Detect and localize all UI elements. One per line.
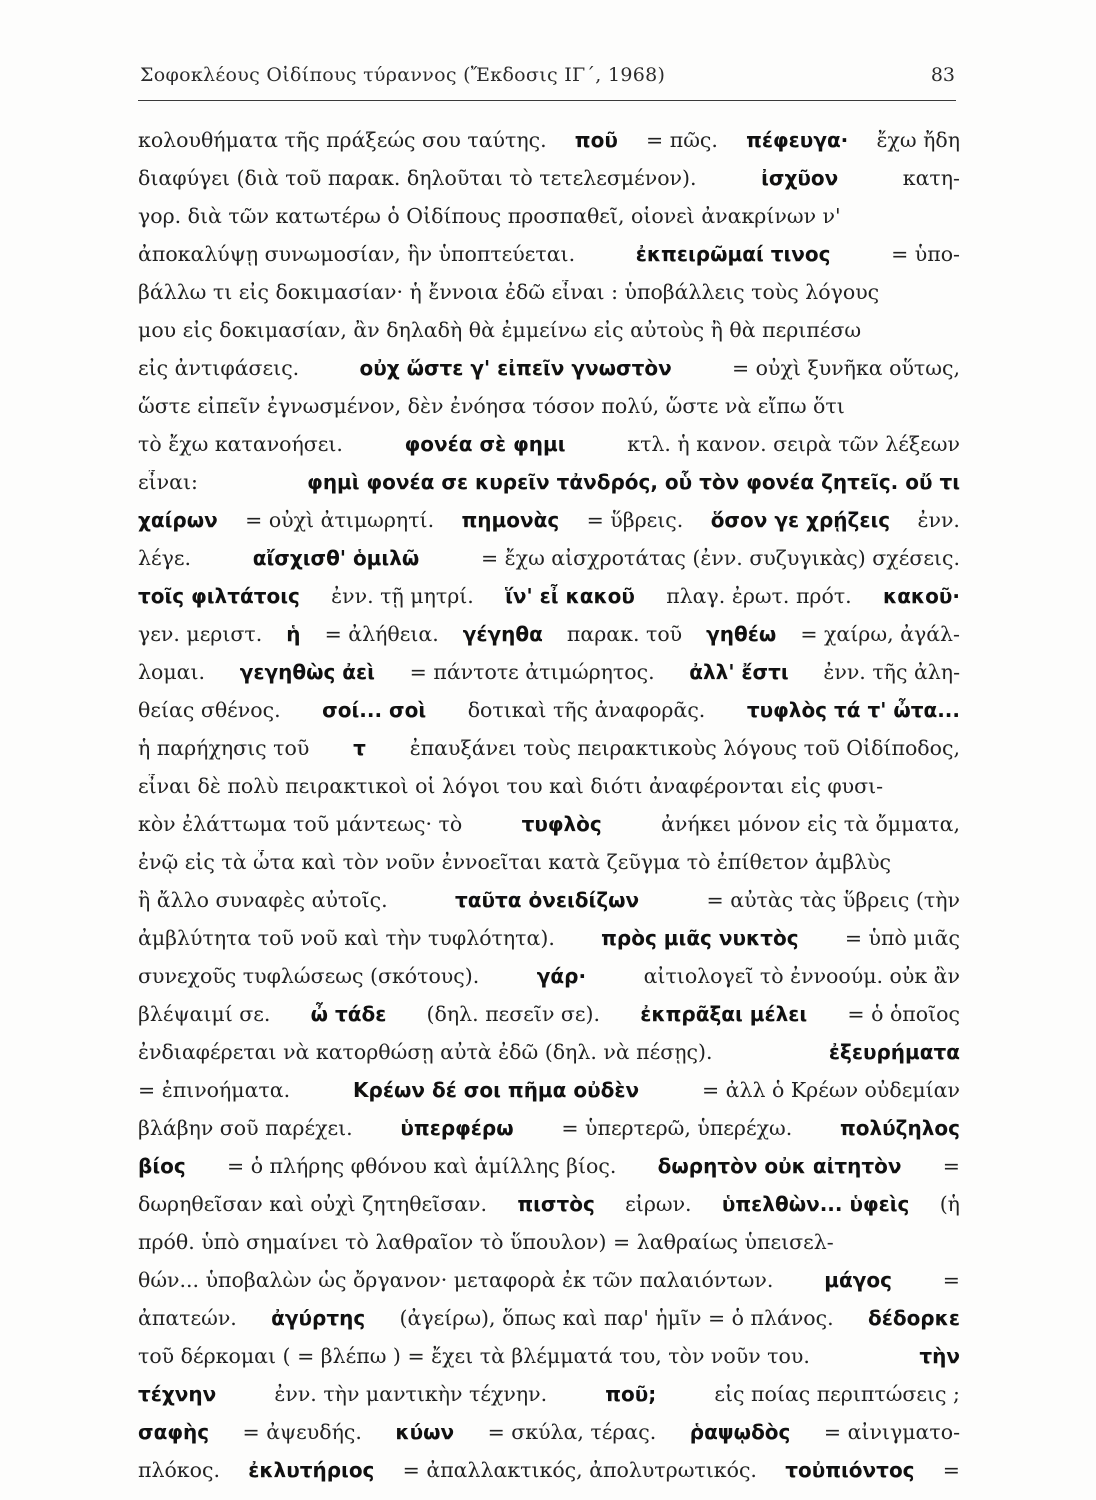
commentary-segment: εἰς ποίας περιπτώσεις ; <box>714 1382 960 1406</box>
running-header <box>140 60 955 96</box>
text-line <box>138 1458 960 1496</box>
lemma-term: σαφὴς <box>138 1420 210 1444</box>
commentary-segment: ἐνν. <box>917 508 960 532</box>
commentary-segment: ἢ ἄλλο συναφὲς αὐτοῖς. <box>138 888 388 912</box>
lemma-term: πρὸς μιᾶς νυκτὸς <box>601 926 799 950</box>
commentary-text <box>138 128 960 1496</box>
text-line <box>138 508 960 546</box>
lemma-term: ἀλλ' ἔστι <box>689 660 789 684</box>
lemma-term: κακοῦ· <box>882 584 960 608</box>
commentary-segment: δωρηθεῖσαν καὶ οὐχὶ ζητηθεῖσαν. <box>138 1192 488 1216</box>
commentary-segment: γορ. διὰ τῶν κατωτέρω ὁ Οἰδίπους προσπαθεῖ, οἱονεὶ ἀνακρίνων ν' <box>138 204 841 228</box>
lemma-term: γέγηθα <box>462 622 543 646</box>
commentary-segment: πρόθ. ὑπὸ σημαίνει τὸ λαθραῖον τὸ ὕπουλον) = λαθραίως ὑπεισελ- <box>138 1230 834 1254</box>
lemma-term: τὴν <box>919 1344 960 1368</box>
text-line <box>138 1230 960 1268</box>
commentary-segment: τὸ ἔχω κατανοήσει. <box>138 432 343 456</box>
page-number: 83 <box>930 64 955 86</box>
lemma-term: πέφευγα· <box>746 128 849 152</box>
lemma-term: τ <box>353 736 366 760</box>
lemma-term: δέδορκε <box>867 1306 960 1330</box>
commentary-segment: θών... ὑποβαλὼν ὡς ὄργανον· μεταφορὰ ἐκ τῶν παλαιόντων. <box>138 1268 774 1292</box>
commentary-segment: = πάντοτε ἀτιμώρητος. <box>409 660 655 684</box>
text-line <box>138 812 960 850</box>
commentary-segment: δοτικαὶ τῆς ἀναφορᾶς. <box>467 698 706 722</box>
header-rule <box>138 100 956 101</box>
commentary-segment: αἰτιολογεῖ τὸ ἐννοούμ. οὐκ ἂν <box>643 964 960 988</box>
lemma-term: τυφλὸς τά τ' ὦτα... <box>746 698 960 722</box>
lemma-term: φονέα σὲ φημι <box>404 432 566 456</box>
lemma-term: γηθέω <box>706 622 777 646</box>
commentary-segment: = ὁ ὁποῖος <box>847 1002 960 1026</box>
commentary-segment: ἀπατεών. <box>138 1306 237 1330</box>
commentary-segment: εἶναι δὲ πολὺ πειρακτικοὶ οἱ λόγοι του καὶ διότι ἀναφέρονται εἰς φυσι- <box>138 774 884 798</box>
commentary-segment: εἰς ἀντιφάσεις. <box>138 356 300 380</box>
commentary-segment: κτλ. ἡ κανον. σειρὰ τῶν λέξεων <box>627 432 960 456</box>
lemma-term: φημὶ φονέα σε κυρεῖν τἀνδρός, οὗ τὸν φονέα ζητεῖς. οὔ τι <box>307 470 960 494</box>
text-line <box>138 1154 960 1192</box>
commentary-segment: διαφύγει (διὰ τοῦ παρακ. δηλοῦται τὸ τετελεσμένον). <box>138 166 697 190</box>
text-line <box>138 470 960 508</box>
commentary-segment: = ὑπὸ μιᾶς <box>844 926 960 950</box>
commentary-segment: ἐνν. τῆς ἀλη- <box>823 660 960 684</box>
lemma-term: ποῦ; <box>605 1382 657 1406</box>
text-line <box>138 1192 960 1230</box>
text-line <box>138 1382 960 1420</box>
lemma-term: κύων <box>395 1420 455 1444</box>
text-line <box>138 204 960 242</box>
commentary-segment: εἰρων. <box>625 1192 692 1216</box>
commentary-segment: κατη- <box>902 166 960 190</box>
commentary-segment: = ὁ πλήρης φθόνου καὶ ἁμίλλης βίος. <box>227 1154 617 1178</box>
lemma-term: τέχνην <box>138 1382 217 1406</box>
commentary-segment: γεν. μεριστ. <box>138 622 263 646</box>
lemma-term: Κρέων δέ σοι πῆμα οὐδὲν <box>353 1078 640 1102</box>
commentary-segment: = αὐτὰς τὰς ὕβρεις (τὴν <box>706 888 960 912</box>
text-line <box>138 356 960 394</box>
text-line <box>138 1420 960 1458</box>
commentary-segment: = ὕβρεις. <box>586 508 684 532</box>
commentary-segment: = ἀλλ ὁ Κρέων οὐδεμίαν <box>701 1078 960 1102</box>
commentary-segment: συνεχοῦς τυφλώσεως (σκότους). <box>138 964 480 988</box>
commentary-segment: = ἀλήθεια. <box>324 622 439 646</box>
text-line <box>138 318 960 356</box>
lemma-term: γεγηθὼς ἀεὶ <box>239 660 375 684</box>
commentary-segment: = ὑπερτερῶ, ὑπερέχω. <box>561 1116 793 1140</box>
commentary-segment: πλόκος. <box>138 1458 220 1482</box>
commentary-segment: θείας σθένος. <box>138 698 281 722</box>
commentary-segment: βλάβην σοῦ παρέχει. <box>138 1116 353 1140</box>
lemma-term: τυφλὸς <box>521 812 602 836</box>
lemma-term: ῥαψῳδὸς <box>689 1420 791 1444</box>
commentary-segment: = <box>942 1268 960 1292</box>
text-line <box>138 432 960 470</box>
commentary-segment: = πῶς. <box>646 128 718 152</box>
lemma-term: ποῦ <box>574 128 618 152</box>
text-line <box>138 280 960 318</box>
lemma-term: ὑπερφέρω <box>400 1116 514 1140</box>
text-line <box>138 622 960 660</box>
text-line <box>138 546 960 584</box>
text-line <box>138 242 960 280</box>
lemma-term: ὦ τάδε <box>310 1002 387 1026</box>
text-line <box>138 1268 960 1306</box>
commentary-segment: = <box>942 1154 960 1178</box>
lemma-term: χαίρων <box>138 508 218 532</box>
lemma-term: αἴσχισθ' ὁμιλῶ <box>252 546 420 570</box>
commentary-segment: ἐνδιαφέρεται νὰ κατορθώσῃ αὐτὰ ἐδῶ (δηλ. νὰ πέσῃς). <box>138 1040 713 1064</box>
commentary-segment: ἐπαυξάνει τοὺς πειρακτικοὺς λόγους τοῦ Οἰδίποδος, <box>409 736 960 760</box>
commentary-segment: = ἔχω αἰσχροτάτας (ἐνν. συζυγικὰς) σχέσεις. <box>480 546 960 570</box>
text-line <box>138 736 960 774</box>
commentary-segment: = ἀπαλλακτικός, ἀπολυτρωτικός. <box>402 1458 757 1482</box>
commentary-segment: λέγε. <box>138 546 192 570</box>
commentary-segment: παρακ. τοῦ <box>566 622 683 646</box>
commentary-segment: = αἰνιγματο- <box>823 1420 960 1444</box>
commentary-segment: ὥστε εἰπεῖν ἐγνωσμένον, δὲν ἐνόησα τόσον πολύ, ὥστε νὰ εἴπω ὅτι <box>138 394 845 418</box>
commentary-segment: = ἀψευδής. <box>242 1420 362 1444</box>
lemma-term: τοὐπιόντος <box>785 1458 915 1482</box>
commentary-segment: ἐνῷ εἰς τὰ ὦτα καὶ τὸν νοῦν ἐννοεῖται κατὰ ζεῦγμα τὸ ἐπίθετον ἀμβλὺς <box>138 850 892 874</box>
text-line <box>138 888 960 926</box>
text-line <box>138 774 960 812</box>
commentary-segment: ἀνήκει μόνον εἰς τὰ ὄμματα, <box>661 812 960 836</box>
text-line <box>138 1344 960 1382</box>
commentary-segment: (δηλ. πεσεῖν σε). <box>426 1002 601 1026</box>
lemma-term: ἀγύρτης <box>271 1306 366 1330</box>
lemma-term: ἡ <box>286 622 301 646</box>
text-line <box>138 926 960 964</box>
commentary-segment: ἐνν. τῇ μητρί. <box>331 584 474 608</box>
text-line <box>138 660 960 698</box>
commentary-segment: = οὐχὶ ἀτιμωρητί. <box>245 508 435 532</box>
commentary-segment: λομαι. <box>138 660 206 684</box>
commentary-segment: κὸν ἐλάττωμα τοῦ μάντεως· τὸ <box>138 812 463 836</box>
commentary-segment: βλέψαιμί σε. <box>138 1002 271 1026</box>
lemma-term: πιστὸς <box>517 1192 595 1216</box>
lemma-term: ὅσον γε χρῄζεις <box>710 508 891 532</box>
lemma-term: δωρητὸν οὐκ αἰτητὸν <box>657 1154 902 1178</box>
commentary-segment: ἡ παρήχησις τοῦ <box>138 736 310 760</box>
lemma-term: τοῖς φιλτάτοις <box>138 584 300 608</box>
text-line <box>138 964 960 1002</box>
commentary-segment: = ἐπινοήματα. <box>138 1078 291 1102</box>
running-title: Σοφοκλέους Οἰδίπους τύραννος (Ἔκδοσις ΙΓ΄, 1968) <box>140 64 666 86</box>
commentary-segment: εἶναι: <box>138 470 198 494</box>
commentary-segment: = σκύλα, τέρας. <box>487 1420 657 1444</box>
commentary-segment: (ἀγείρω), ὅπως καὶ παρ' ἡμῖν = ὁ πλάνος. <box>399 1306 834 1330</box>
text-line <box>138 850 960 888</box>
commentary-segment: μου εἰς δοκιμασίαν, ἂν δηλαδὴ θὰ ἐμμείνω εἰς αὐτοὺς ἢ θὰ περιπέσω <box>138 318 862 342</box>
commentary-segment: ἐνν. τὴν μαντικὴν τέχνην. <box>274 1382 548 1406</box>
commentary-segment: τοῦ δέρκομαι ( = βλέπω ) = ἔχει τὰ βλέμματά του, τὸν νοῦν του. <box>138 1344 810 1368</box>
commentary-segment: = χαίρω, ἀγάλ- <box>800 622 960 646</box>
text-line <box>138 128 960 166</box>
lemma-term: ἐκλυτήριος <box>248 1458 375 1482</box>
text-line <box>138 698 960 736</box>
text-line <box>138 584 960 622</box>
lemma-term: σοί... σοὶ <box>322 698 427 722</box>
lemma-term: βίος <box>138 1154 186 1178</box>
lemma-term: ἵν' εἶ κακοῦ <box>505 584 635 608</box>
lemma-term: ἐκπειρῶμαί τινος <box>635 242 831 266</box>
lemma-term: πολύζηλος <box>839 1116 960 1140</box>
commentary-segment: ἔχω ἤδη <box>876 128 960 152</box>
text-line <box>138 1306 960 1344</box>
text-line <box>138 1078 960 1116</box>
commentary-segment: ἀμβλύτητα τοῦ νοῦ καὶ τὴν τυφλότητα). <box>138 926 555 950</box>
lemma-term: ἐξευρήματα <box>828 1040 960 1064</box>
commentary-segment: κολουθήματα τῆς πράξεώς σου ταύτης. <box>138 128 547 152</box>
lemma-term: μάγος <box>824 1268 892 1292</box>
text-line <box>138 1040 960 1078</box>
text-line <box>138 1002 960 1040</box>
commentary-segment: πλαγ. ἐρωτ. πρότ. <box>666 584 852 608</box>
commentary-segment: ἀποκαλύψῃ συνωμοσίαν, ἣν ὑποπτεύεται. <box>138 242 576 266</box>
commentary-segment: = ὑπο- <box>891 242 960 266</box>
lemma-term: οὐχ ὥστε γ' εἰπεῖν γνωστὸν <box>359 356 672 380</box>
commentary-segment: = οὐχὶ ξυνῆκα οὕτως, <box>731 356 960 380</box>
lemma-term: ὑπελθὼν... ὑφεὶς <box>721 1192 910 1216</box>
text-line <box>138 394 960 432</box>
lemma-term: ἐκπρᾶξαι μέλει <box>640 1002 808 1026</box>
text-line <box>138 1116 960 1154</box>
lemma-term: ἰσχῦον <box>761 166 839 190</box>
lemma-term: πημονὰς <box>461 508 560 532</box>
commentary-segment: (ἡ <box>939 1192 960 1216</box>
text-line <box>138 166 960 204</box>
commentary-segment: βάλλω τι εἰς δοκιμασίαν· ἡ ἔννοια ἐδῶ εἶναι : ὑποβάλλεις τοὺς λόγους <box>138 280 880 304</box>
lemma-term: ταῦτα ὀνειδίζων <box>455 888 640 912</box>
commentary-segment: = <box>942 1458 960 1482</box>
lemma-term: γάρ· <box>536 964 587 988</box>
